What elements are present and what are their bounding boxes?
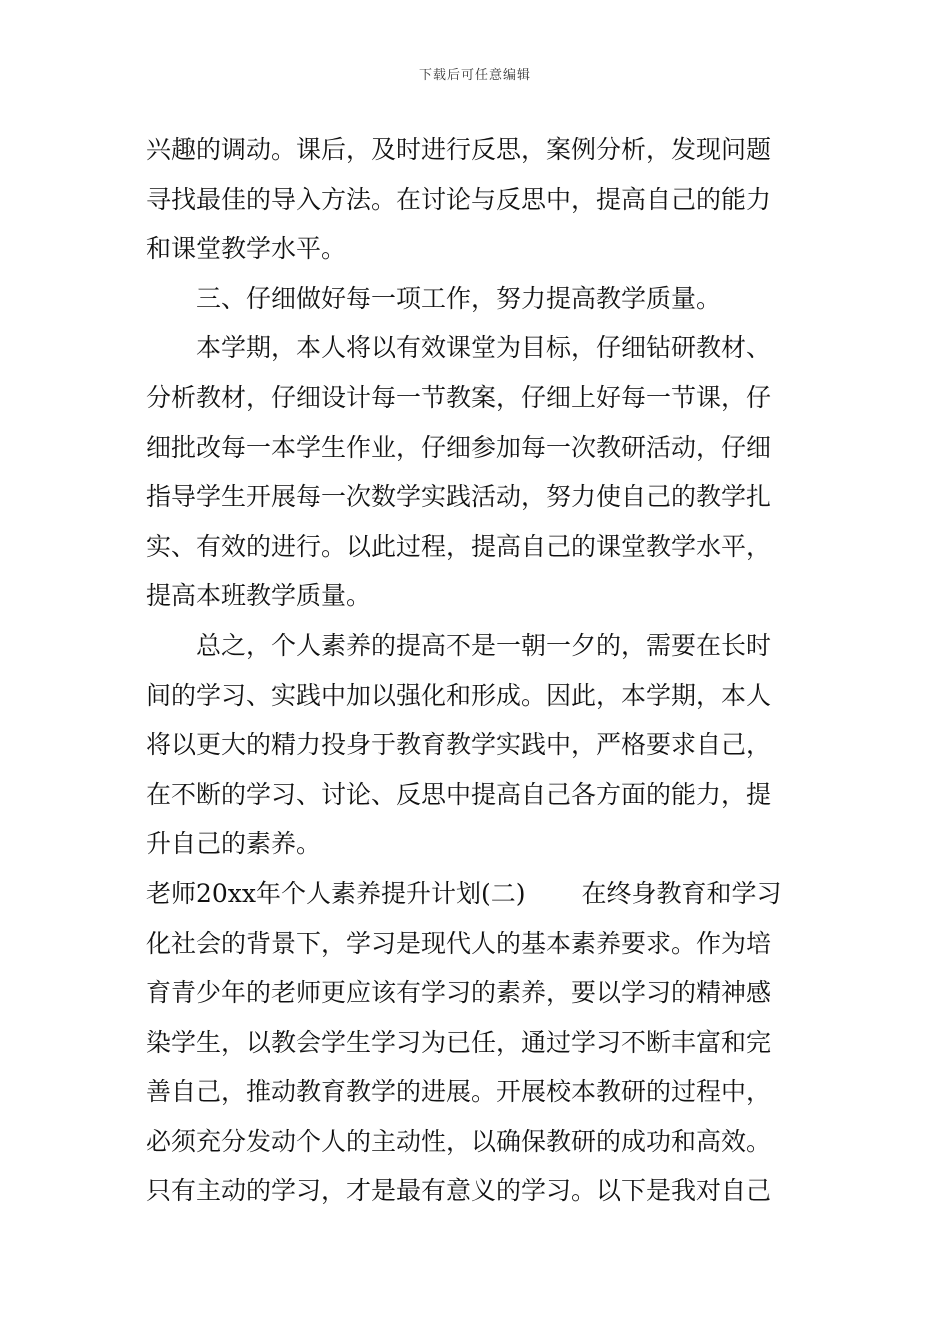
text-line: 升自己的素养。 <box>146 829 322 859</box>
text-line: 在不断的学习、讨论、反思中提高自己各方面的能力，提 <box>146 779 772 809</box>
text-line: 善自己，推动教育教学的进展。开展校本教研的过程中， <box>146 1077 772 1107</box>
text-line: 寻找最佳的导入方法。在讨论与反思中，提高自己的能力 <box>146 184 772 214</box>
text-line: 染学生，以教会学生学习为已任，通过学习不断丰富和完 <box>146 1027 772 1057</box>
section-title: 老师20xx年个人素养提升计划(二) <box>146 878 526 908</box>
text-line: 必须充分发动个人的主动性，以确保教研的成功和高效。 <box>146 1126 772 1156</box>
title-line <box>146 869 812 919</box>
text-line: 间的学习、实践中加以强化和形成。因此，本学期，本人 <box>146 680 772 710</box>
section-heading: 三、仔细做好每一项工作，努力提高教学质量。 <box>196 283 722 313</box>
text-line: 总之，个人素养的提高不是一朝一夕的，需要在长时 <box>196 630 772 660</box>
text-line: 实、有效的进行。以此过程，提高自己的课堂教学水平， <box>146 531 772 561</box>
text-line: 育青少年的老师更应该有学习的素养，要以学习的精神感 <box>146 978 772 1008</box>
text-line: 本学期，本人将以有效课堂为目标，仔细钻研教材、 <box>196 333 772 363</box>
text-line: 指导学生开展每一次数学实践活动，努力使自己的教学扎 <box>146 482 772 512</box>
text-line: 分析教材，仔细设计每一节教案，仔细上好每一节课，仔 <box>146 382 772 412</box>
page-header: 下载后可任意编辑 <box>418 68 531 83</box>
text-line: 和课堂教学水平。 <box>146 234 347 264</box>
text-line: 在终身教育和学习 <box>581 878 782 908</box>
text-line: 化社会的背景下，学习是现代人的基本素养要求。作为培 <box>146 928 772 958</box>
document-body <box>146 125 812 1216</box>
text-line: 兴趣的调动。课后，及时进行反思，案例分析，发现问题 <box>146 135 772 164</box>
text-line: 提高本班教学质量。 <box>146 581 372 611</box>
text-line: 细批改每一本学生作业，仔细参加每一次教研活动，仔细 <box>146 432 772 462</box>
text-line: 将以更大的精力投身于教育教学实践中，严格要求自己， <box>146 730 772 760</box>
text-line: 只有主动的学习，才是最有意义的学习。以下是我对自己 <box>146 1176 772 1206</box>
